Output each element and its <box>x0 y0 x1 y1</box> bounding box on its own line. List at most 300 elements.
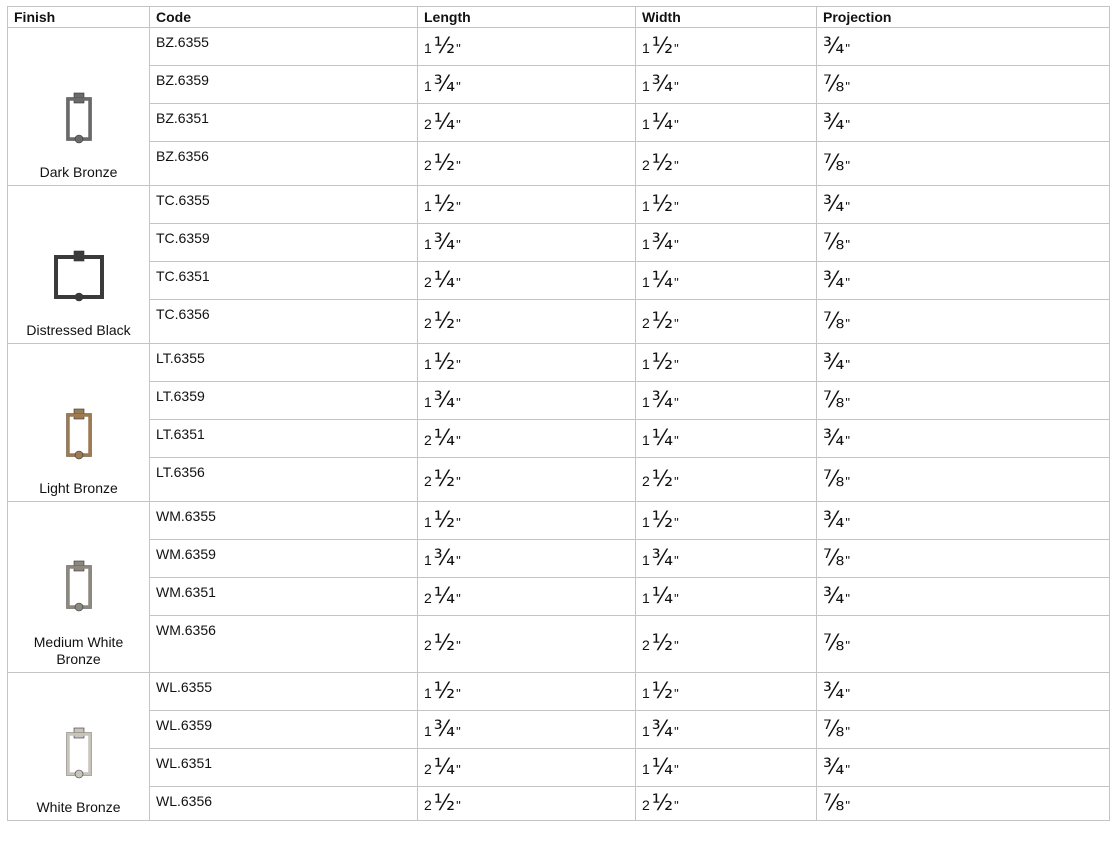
width-cell-fraction: ¾ <box>651 71 674 97</box>
width-cell-value <box>642 466 679 492</box>
width-cell-fraction: ½ <box>651 790 674 816</box>
length-cell-fraction: ¾ <box>433 387 456 413</box>
width-cell-fraction: ¾ <box>651 229 674 255</box>
table-row <box>8 66 1110 104</box>
width-cell-value <box>642 507 679 533</box>
table-row <box>8 458 1110 502</box>
width-cell-whole: 2 <box>642 796 650 813</box>
finish-cell-content <box>12 705 145 816</box>
inch-mark: " <box>456 761 461 777</box>
width-cell-whole: 1 <box>642 393 650 410</box>
length-cell-fraction: ½ <box>433 33 456 59</box>
length-cell-value <box>424 583 461 609</box>
projection-cell-fraction: ⅞ <box>823 631 845 656</box>
length-cell <box>418 616 636 673</box>
inch-mark: " <box>845 78 850 94</box>
length-cell <box>418 420 636 458</box>
length-cell-whole: 2 <box>424 273 432 290</box>
finish-cell-content <box>12 232 145 339</box>
inch-mark: " <box>845 685 850 701</box>
length-cell-value <box>424 150 461 176</box>
code-cell: WL.6351 <box>150 749 418 787</box>
width-cell-value <box>642 545 679 571</box>
length-cell-whole: 2 <box>424 314 432 331</box>
inch-mark: " <box>674 236 679 252</box>
length-cell-fraction: ½ <box>433 507 456 533</box>
width-cell-value <box>642 754 679 780</box>
length-cell-value <box>424 754 461 780</box>
length-cell-whole: 1 <box>424 684 432 701</box>
table-row <box>8 711 1110 749</box>
length-cell-whole: 1 <box>424 39 432 56</box>
width-cell-whole: 1 <box>642 77 650 94</box>
projection-cell-fraction: ⅞ <box>823 150 845 176</box>
inch-mark: " <box>845 552 850 568</box>
width-cell <box>636 300 817 344</box>
projection-cell-fraction: ⅞ <box>823 387 845 413</box>
projection-cell <box>817 262 1110 300</box>
length-cell <box>418 66 636 104</box>
inch-mark: " <box>456 78 461 94</box>
width-cell <box>636 420 817 458</box>
inch-mark: " <box>845 274 850 290</box>
inch-mark: " <box>674 638 679 653</box>
projection-cell-fraction: ¾ <box>823 425 845 451</box>
length-cell <box>418 344 636 382</box>
inch-mark: " <box>845 157 850 173</box>
projection-cell-value <box>823 191 850 217</box>
length-cell-fraction: ½ <box>433 308 456 334</box>
finish-name: Medium White Bronze <box>33 634 124 667</box>
code-cell: WL.6359 <box>150 711 418 749</box>
length-cell <box>418 382 636 420</box>
projection-cell-value <box>823 754 850 780</box>
length-cell-fraction: ¾ <box>433 716 456 742</box>
width-cell-value <box>642 109 679 135</box>
projection-cell-fraction: ¾ <box>823 191 845 217</box>
projection-cell-fraction: ¾ <box>823 507 845 533</box>
projection-cell-fraction: ¾ <box>823 583 845 609</box>
projection-cell <box>817 540 1110 578</box>
length-cell <box>418 578 636 616</box>
width-cell-fraction: ¾ <box>651 387 674 413</box>
projection-cell-value <box>823 387 850 413</box>
projection-cell <box>817 787 1110 821</box>
code-cell: TC.6355 <box>150 186 418 224</box>
width-cell <box>636 344 817 382</box>
projection-cell-fraction: ¾ <box>823 109 845 135</box>
inch-mark: " <box>845 473 850 489</box>
inch-mark: " <box>845 514 850 530</box>
length-cell <box>418 673 636 711</box>
width-cell-value <box>642 150 679 176</box>
code-cell: WM.6355 <box>150 502 418 540</box>
length-cell-value <box>424 349 461 375</box>
projection-cell-fraction: ⅞ <box>823 716 845 742</box>
length-cell-value <box>424 191 461 217</box>
projection-cell <box>817 458 1110 502</box>
length-cell-fraction: ¼ <box>433 267 456 293</box>
ring-pull-icon <box>66 727 92 781</box>
length-cell <box>418 300 636 344</box>
header-length: Length <box>418 7 636 28</box>
width-cell <box>636 540 817 578</box>
length-cell <box>418 749 636 787</box>
code-cell: BZ.6356 <box>150 142 418 186</box>
width-cell <box>636 502 817 540</box>
inch-mark: " <box>456 638 461 653</box>
finish-name: Distressed Black <box>26 322 131 338</box>
code-cell: BZ.6351 <box>150 104 418 142</box>
projection-cell <box>817 28 1110 66</box>
width-cell-fraction: ½ <box>651 507 674 533</box>
inch-mark: " <box>845 761 850 777</box>
width-cell-value <box>642 425 679 451</box>
inch-mark: " <box>674 761 679 777</box>
inch-mark: " <box>845 797 850 813</box>
inch-mark: " <box>456 590 461 606</box>
inch-mark: " <box>456 356 461 372</box>
code-cell: WM.6356 <box>150 616 418 673</box>
length-cell-value <box>424 308 461 334</box>
inch-mark: " <box>456 198 461 214</box>
width-cell-fraction: ¼ <box>651 109 674 135</box>
inch-mark: " <box>845 198 850 214</box>
length-cell-fraction: ¾ <box>433 71 456 97</box>
width-cell-whole: 1 <box>642 589 650 606</box>
inch-mark: " <box>456 40 461 56</box>
length-cell-whole: 1 <box>424 197 432 214</box>
width-cell-fraction: ½ <box>651 191 674 217</box>
width-cell-whole: 2 <box>642 156 650 173</box>
length-cell-fraction: ¾ <box>433 545 456 571</box>
inch-mark: " <box>456 552 461 568</box>
width-cell-fraction: ½ <box>651 466 674 492</box>
ring-pull-icon <box>66 92 92 146</box>
length-cell-fraction: ½ <box>433 790 456 816</box>
inch-mark: " <box>456 274 461 290</box>
finish-cell <box>8 344 150 502</box>
inch-mark: " <box>456 797 461 813</box>
inch-mark: " <box>674 198 679 214</box>
length-cell-value <box>424 387 461 413</box>
projection-cell-fraction: ¾ <box>823 267 845 293</box>
width-cell-value <box>642 387 679 413</box>
inch-mark: " <box>456 685 461 701</box>
table-row <box>8 787 1110 821</box>
length-cell-whole: 2 <box>424 156 432 173</box>
width-cell-whole: 2 <box>642 637 650 653</box>
inch-mark: " <box>456 514 461 530</box>
inch-mark: " <box>674 723 679 739</box>
width-cell-whole: 1 <box>642 115 650 132</box>
inch-mark: " <box>845 590 850 606</box>
length-cell-fraction: ½ <box>433 191 456 217</box>
table-row <box>8 540 1110 578</box>
length-cell-value <box>424 229 461 255</box>
table-row <box>8 420 1110 458</box>
code-cell: BZ.6355 <box>150 28 418 66</box>
finish-cell <box>8 502 150 673</box>
inch-mark: " <box>674 432 679 448</box>
width-cell-fraction: ¼ <box>651 425 674 451</box>
width-cell-fraction: ¼ <box>651 754 674 780</box>
projection-cell <box>817 224 1110 262</box>
table-row <box>8 224 1110 262</box>
length-cell-value <box>424 267 461 293</box>
width-cell-whole: 1 <box>642 355 650 372</box>
length-cell-whole: 2 <box>424 115 432 132</box>
inch-mark: " <box>674 78 679 94</box>
projection-cell-fraction: ⅞ <box>823 545 845 571</box>
width-cell-fraction: ¼ <box>651 267 674 293</box>
table-row <box>8 300 1110 344</box>
projection-cell <box>817 502 1110 540</box>
inch-mark: " <box>845 40 850 56</box>
length-cell-whole: 2 <box>424 637 432 653</box>
projection-cell-fraction: ⅞ <box>823 790 845 816</box>
finish-name: Light Bronze <box>39 480 118 496</box>
projection-cell <box>817 66 1110 104</box>
inch-mark: " <box>456 394 461 410</box>
width-cell <box>636 673 817 711</box>
projection-cell-value <box>823 267 850 293</box>
inch-mark: " <box>674 797 679 813</box>
width-cell-fraction: ¾ <box>651 716 674 742</box>
width-cell-whole: 1 <box>642 513 650 530</box>
table-row <box>8 186 1110 224</box>
projection-cell-value <box>823 150 850 176</box>
code-cell: TC.6356 <box>150 300 418 344</box>
table-row <box>8 749 1110 787</box>
width-cell <box>636 711 817 749</box>
inch-mark: " <box>674 685 679 701</box>
width-cell <box>636 616 817 673</box>
width-cell-value <box>642 678 679 704</box>
length-cell-whole: 1 <box>424 235 432 252</box>
code-cell: WM.6359 <box>150 540 418 578</box>
projection-cell <box>817 420 1110 458</box>
projection-cell <box>817 673 1110 711</box>
inch-mark: " <box>456 723 461 739</box>
width-cell <box>636 749 817 787</box>
finish-cell <box>8 186 150 344</box>
width-cell-whole: 1 <box>642 235 650 252</box>
table-row <box>8 578 1110 616</box>
table-row <box>8 616 1110 673</box>
spec-table <box>7 6 1110 821</box>
length-cell-whole: 2 <box>424 431 432 448</box>
length-cell-whole: 1 <box>424 513 432 530</box>
projection-cell-value <box>823 33 850 59</box>
length-cell-whole: 1 <box>424 393 432 410</box>
inch-mark: " <box>674 514 679 530</box>
projection-cell-value <box>823 425 850 451</box>
length-cell <box>418 28 636 66</box>
width-cell-whole: 1 <box>642 722 650 739</box>
width-cell-value <box>642 583 679 609</box>
length-cell-whole: 2 <box>424 589 432 606</box>
inch-mark: " <box>456 473 461 489</box>
finish-cell-content <box>12 538 145 668</box>
projection-cell <box>817 578 1110 616</box>
width-cell-value <box>642 71 679 97</box>
projection-cell-value <box>823 678 850 704</box>
finish-cell-content <box>12 386 145 497</box>
code-cell: LT.6356 <box>150 458 418 502</box>
length-cell-fraction: ¾ <box>433 229 456 255</box>
projection-cell-fraction: ⅞ <box>823 71 845 97</box>
width-cell-whole: 1 <box>642 197 650 214</box>
width-cell-value <box>642 790 679 816</box>
width-cell-fraction: ¼ <box>651 583 674 609</box>
projection-cell <box>817 142 1110 186</box>
table-row <box>8 382 1110 420</box>
inch-mark: " <box>845 116 850 132</box>
code-cell: LT.6355 <box>150 344 418 382</box>
inch-mark: " <box>845 723 850 739</box>
inch-mark: " <box>674 157 679 173</box>
length-cell-whole: 1 <box>424 722 432 739</box>
length-cell-fraction: ½ <box>433 349 456 375</box>
length-cell-fraction: ½ <box>433 466 456 492</box>
length-cell-fraction: ½ <box>433 150 456 176</box>
length-cell-value <box>424 545 461 571</box>
width-cell-fraction: ¾ <box>651 545 674 571</box>
width-cell <box>636 28 817 66</box>
projection-cell-value <box>823 109 850 135</box>
width-cell <box>636 142 817 186</box>
projection-cell <box>817 711 1110 749</box>
inch-mark: " <box>674 40 679 56</box>
header-row <box>8 7 1110 28</box>
length-cell-whole: 1 <box>424 77 432 94</box>
width-cell-value <box>642 349 679 375</box>
projection-cell-fraction: ⅞ <box>823 229 845 255</box>
inch-mark: " <box>845 236 850 252</box>
width-cell-fraction: ½ <box>651 150 674 176</box>
code-cell: LT.6351 <box>150 420 418 458</box>
length-cell-whole: 1 <box>424 355 432 372</box>
length-cell-value <box>424 466 461 492</box>
header-finish: Finish <box>8 7 150 28</box>
width-cell <box>636 224 817 262</box>
width-cell-whole: 1 <box>642 273 650 290</box>
code-cell: TC.6359 <box>150 224 418 262</box>
width-cell-whole: 1 <box>642 39 650 56</box>
length-cell <box>418 186 636 224</box>
projection-cell <box>817 104 1110 142</box>
width-cell-fraction: ½ <box>651 308 674 334</box>
code-cell: WL.6355 <box>150 673 418 711</box>
inch-mark: " <box>845 638 850 653</box>
width-cell <box>636 66 817 104</box>
length-cell-fraction: ¼ <box>433 425 456 451</box>
length-cell-value <box>424 633 461 655</box>
length-cell-value <box>424 678 461 704</box>
inch-mark: " <box>674 315 679 331</box>
projection-cell <box>817 300 1110 344</box>
width-cell <box>636 458 817 502</box>
table-row <box>8 673 1110 711</box>
inch-mark: " <box>674 394 679 410</box>
table-row <box>8 142 1110 186</box>
projection-cell <box>817 186 1110 224</box>
length-cell <box>418 502 636 540</box>
inch-mark: " <box>674 274 679 290</box>
table-row <box>8 344 1110 382</box>
finish-cell <box>8 673 150 821</box>
width-cell-whole: 1 <box>642 684 650 701</box>
length-cell <box>418 458 636 502</box>
inch-mark: " <box>845 356 850 372</box>
finish-name: White Bronze <box>36 799 121 815</box>
length-cell <box>418 540 636 578</box>
inch-mark: " <box>674 356 679 372</box>
finish-name: Dark Bronze <box>39 164 118 180</box>
length-cell-value <box>424 790 461 816</box>
table-row <box>8 28 1110 66</box>
ring-pull-icon <box>66 408 92 462</box>
code-cell: LT.6359 <box>150 382 418 420</box>
length-cell-value <box>424 109 461 135</box>
width-cell-whole: 1 <box>642 760 650 777</box>
width-cell-value <box>642 716 679 742</box>
width-cell-whole: 2 <box>642 472 650 489</box>
inch-mark: " <box>674 473 679 489</box>
length-cell-value <box>424 507 461 533</box>
projection-cell-fraction: ¾ <box>823 754 845 780</box>
width-cell <box>636 262 817 300</box>
length-cell-whole: 2 <box>424 796 432 813</box>
projection-cell-fraction: ¾ <box>823 33 845 59</box>
projection-cell-fraction: ⅞ <box>823 308 845 334</box>
code-cell: WL.6356 <box>150 787 418 821</box>
length-cell-value <box>424 71 461 97</box>
width-cell <box>636 578 817 616</box>
header-projection: Projection <box>817 7 1110 28</box>
inch-mark: " <box>674 590 679 606</box>
width-cell-fraction: ½ <box>651 33 674 59</box>
width-cell-whole: 2 <box>642 314 650 331</box>
width-cell <box>636 787 817 821</box>
projection-cell-fraction: ¾ <box>823 349 845 375</box>
width-cell-value <box>642 267 679 293</box>
finish-cell-content <box>12 70 145 181</box>
length-cell <box>418 262 636 300</box>
code-cell: TC.6351 <box>150 262 418 300</box>
length-cell-whole: 2 <box>424 472 432 489</box>
projection-cell-fraction: ¾ <box>823 678 845 704</box>
projection-cell-value <box>823 507 850 533</box>
ring-pull-icon <box>66 560 92 614</box>
width-cell <box>636 382 817 420</box>
width-cell-fraction: ½ <box>651 631 674 656</box>
length-cell-fraction: ½ <box>433 678 456 704</box>
projection-cell-value <box>823 716 850 742</box>
length-cell-value <box>424 716 461 742</box>
length-cell <box>418 224 636 262</box>
projection-cell-value <box>823 349 850 375</box>
width-cell-whole: 1 <box>642 551 650 568</box>
width-cell-value <box>642 308 679 334</box>
projection-cell <box>817 382 1110 420</box>
width-cell-fraction: ½ <box>651 349 674 375</box>
projection-cell-value <box>823 545 850 571</box>
length-cell-fraction: ¼ <box>433 109 456 135</box>
table-body <box>8 28 1110 821</box>
length-cell-whole: 1 <box>424 551 432 568</box>
